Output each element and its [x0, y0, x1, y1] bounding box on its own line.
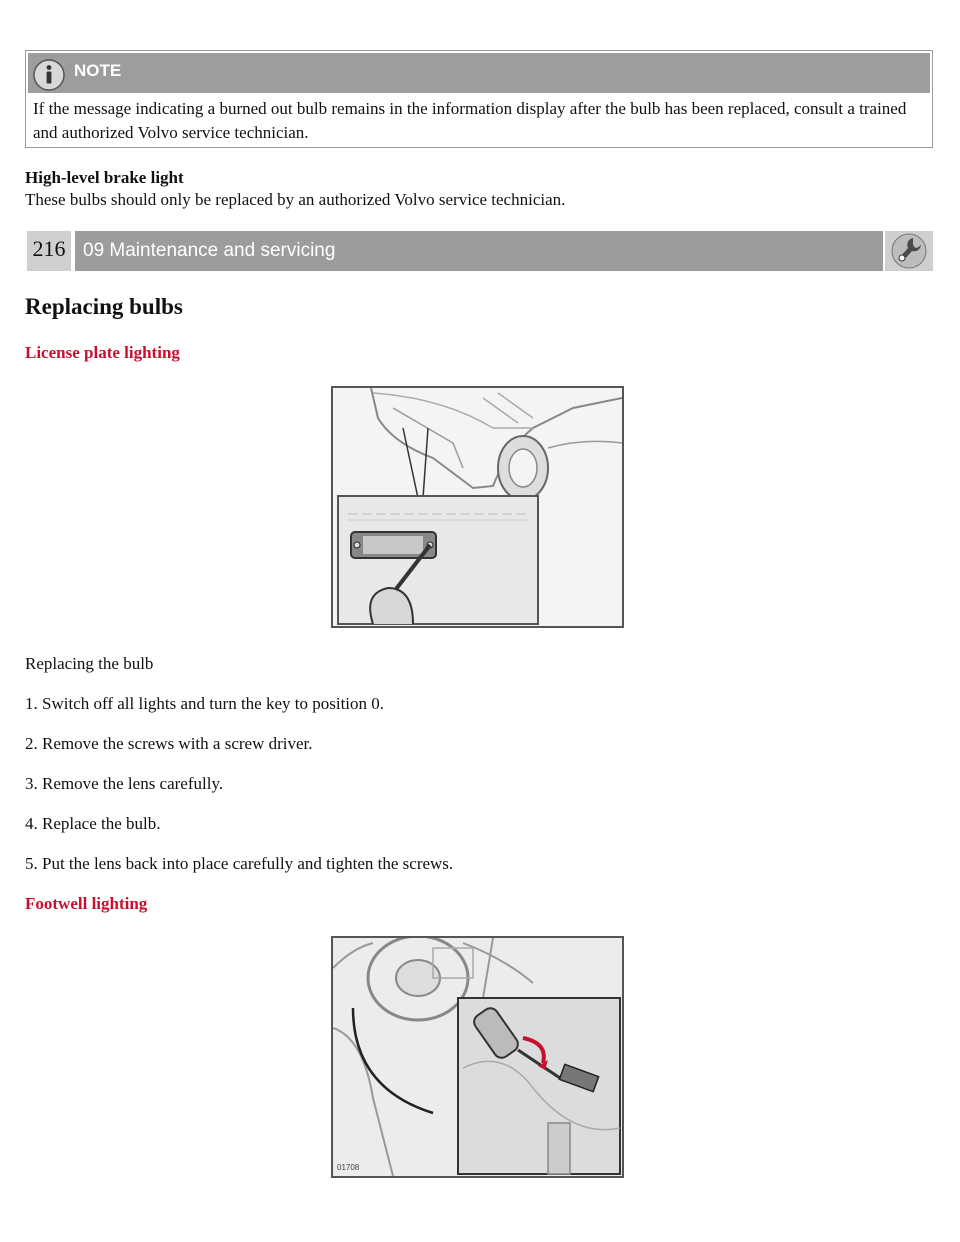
step-3: 3. Remove the lens carefully.: [25, 774, 224, 793]
section-icon-box: [885, 231, 933, 271]
step-2: 2. Remove the screws with a screw driver.: [25, 734, 313, 753]
license-plate-figure: [331, 386, 624, 628]
footwell-figure: [331, 936, 624, 1178]
wrench-icon: [885, 231, 933, 271]
brake-light-text: These bulbs should only be replaced by an authorized Volvo service technician.: [25, 190, 566, 209]
step-1: 1. Switch off all lights and turn the key to position 0.: [25, 694, 385, 713]
footwell-illustration: [333, 938, 622, 1176]
step-5: 5. Put the lens back into place carefully and tighten the screws.: [25, 854, 454, 873]
note-box: [25, 50, 933, 148]
license-plate-illustration: [333, 388, 622, 626]
license-plate-heading: License plate lighting: [25, 343, 180, 362]
step-4: 4. Replace the bulb.: [25, 814, 161, 833]
page-number: 216: [27, 231, 71, 271]
section-bar: [25, 231, 933, 271]
section-title: 09 Maintenance and servicing: [75, 231, 883, 271]
brake-light-heading: High-level brake light: [25, 168, 184, 187]
figure-code: 01708: [337, 1163, 360, 1172]
note-header: [28, 53, 930, 93]
license-plate-caption: Replacing the bulb: [25, 654, 154, 673]
info-icon: [33, 59, 65, 91]
note-text: If the message indicating a burned out bulb remains in the information display after the bulb has been replaced, consult a trained and authorized Volvo service technician.: [33, 99, 907, 142]
page-title: Replacing bulbs: [25, 294, 183, 319]
note-label: NOTE: [74, 61, 122, 80]
footwell-heading: Footwell lighting: [25, 894, 148, 913]
